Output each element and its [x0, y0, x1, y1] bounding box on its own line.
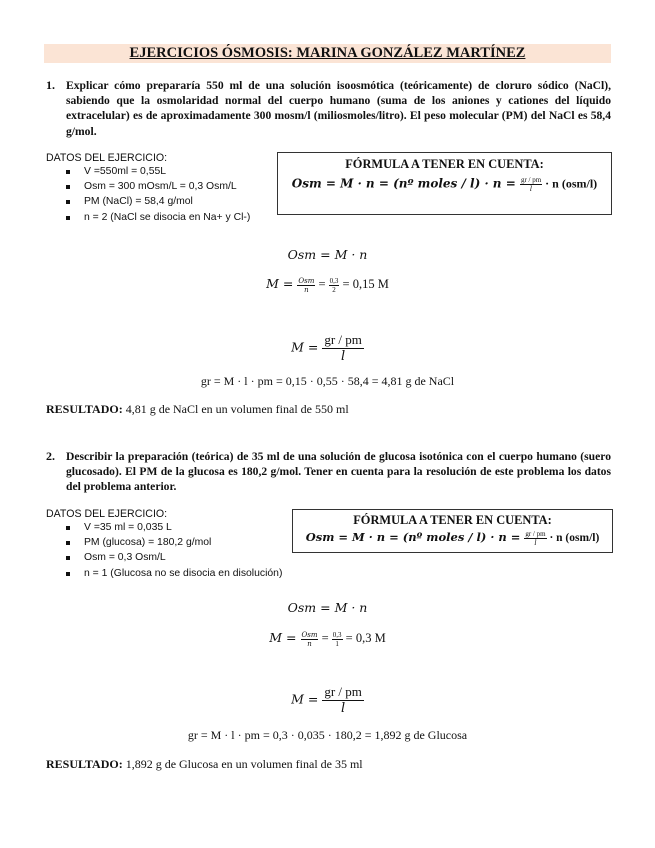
q1-statement: Explicar cómo prepararía 550 ml de una solución isoosmótica (teóricamente) de cloruro sódico (NaCl), sabiendo que la osmolaridad normal del cuerpo humano (suma de los aniones y cationes del líquido extracelular) es de aproximadamente 300 mosm/l (miliosmoles/litro). El peso molecular (PM) del NaCl es 58,4 g/mol. — [66, 79, 611, 138]
q2-data-section — [46, 508, 282, 581]
q1-equation-molarity: M = $\frac{\text{Osm}}{n}$ = $\frac{0,3}{2}$ = 0,15 M — [266, 276, 389, 294]
q2-equation-osm: Osm = M · n — [287, 600, 368, 615]
q1-data-list — [46, 164, 250, 225]
q1-data-title: DATOS DEL EJERCICIO: — [46, 152, 168, 164]
list-item: Osm = 0,3 Osm/L — [46, 550, 282, 565]
q2-data-title: DATOS DEL EJERCICIO: — [46, 508, 168, 520]
list-item: Osm = 300 mOsm/L = 0,3 Osm/L — [46, 179, 250, 194]
q2-result: RESULTADO: 1,892 g de Glucosa en un volumen final de 35 ml — [46, 757, 363, 771]
q2-data-list — [46, 520, 282, 581]
q1-result: RESULTADO: 4,81 g de NaCl en un volumen final de 550 ml — [46, 402, 349, 416]
formula-title: FÓRMULA A TENER EN CUENTA: — [345, 157, 544, 171]
list-item: V =35 ml = 0,035 L — [46, 520, 282, 535]
q1-data-section — [46, 152, 250, 225]
list-item: n = 2 (NaCl se disocia en Na+ y Cl-) — [46, 210, 250, 225]
q2-equation-fraction: M = $\frac{gr / pm}{l}$ — [291, 684, 362, 716]
formula-line: Osm = M · n = (nº moles / l) · n = $\frac{gr / pm}{l}$ · n (osm/l) — [305, 530, 600, 547]
q2-equation-molarity: M = $\frac{\text{Osm}}{n}$ = $\frac{0,3}{1}$ = 0,3 M — [269, 630, 386, 648]
list-item: PM (NaCl) = 58,4 g/mol — [46, 194, 250, 209]
q1-formula-box — [277, 152, 612, 215]
formula-title: FÓRMULA A TENER EN CUENTA: — [353, 513, 552, 527]
q1-equation-osm: Osm = M · n — [287, 247, 368, 262]
page-title: EJERCICIOS ÓSMOSIS: MARINA GONZÁLEZ MARTÍNEZ — [44, 44, 611, 63]
list-item: V =550ml = 0,55L — [46, 164, 250, 179]
q2-number: 2. — [46, 449, 55, 463]
list-item: PM (glucosa) = 180,2 g/mol — [46, 535, 282, 550]
q2-statement: Describir la preparación (teórica) de 35 ml de una solución de glucosa isotónica con el cuerpo humano (suero glucosado). El PM de la glucosa es 180,2 g/mol. Tener en cuenta para la resolución de este problema los datos del problema anterior. — [66, 450, 611, 494]
q1-equation-fraction: M = $\frac{gr / pm}{l}$ — [291, 332, 362, 364]
list-item: n = 1 (Glucosa no se disocia en disolución) — [46, 566, 282, 581]
q2-formula-box — [292, 509, 613, 553]
formula-line: Osm = M · n = (nº moles / l) · n = $\frac{gr / pm}{l}$ · n (osm/l) — [291, 176, 598, 193]
q1-calculation: gr = M · l · pm = 0,15 · 0,55 · 58,4 = 4,81 g de NaCl — [200, 374, 455, 388]
q1-number: 1. — [46, 78, 55, 92]
q2-calculation: gr = M · l · pm = 0,3 · 0,035 · 180,2 = 1,892 g de Glucosa — [187, 728, 468, 742]
